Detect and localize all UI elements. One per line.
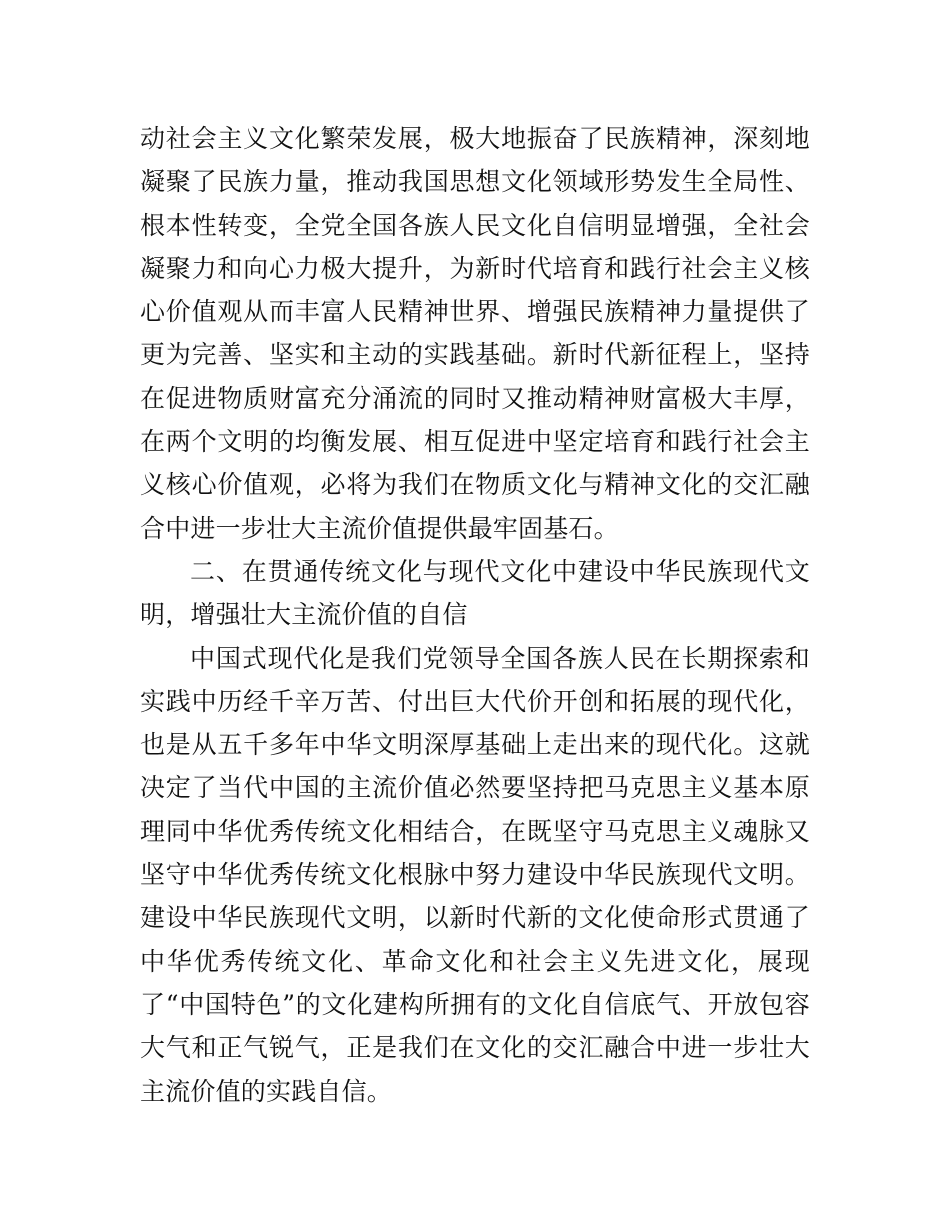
body-paragraph-continued: 动社会主义文化繁荣发展，极大地振奋了民族精神，深刻地凝聚了民族力量，推动我国思想文化领域形势发生全局性、根本性转变，全党全国各族人民文化自信明显增强，全社会凝聚力和向心力极大提升，为新时代培育和践行社会主义核心价值观从而丰富人民精神世界、增强民族精神力量提供了更为完善、坚实和主动的实践基础。新时代新征程上，坚持在促进物质财富充分涌流的同时又推动精神财富极大丰厚，在两个文明的均衡发展、相互促进中坚定培育和践行社会主义核心价值观，必将为我们在物质文化与精神文化的交汇融合中进一步壮大主流价值提供最牢固基石。 [140,124,810,543]
section-heading: 二、在贯通传统文化与现代文化中建设中华民族现代文明，增强壮大主流价值的自信 [140,556,810,630]
document-body [140,117,810,1113]
body-paragraph: 中国式现代化是我们党领导全国各族人民在长期探索和实践中历经千辛万苦、付出巨大代价开创和拓展的现代化，也是从五千多年中华文明深厚基础上走出来的现代化。这就决定了当代中国的主流价值必然要坚持把马克思主义基本原理同中华优秀传统文化相结合，在既坚守马克思主义魂脉又坚守中华优秀传统文化根脉中努力建设中华民族现代文明。建设中华民族现代文明，以新时代新的文化使命形式贯通了中华优秀传统文化、革命文化和社会主义先进文化，展现了“中国特色”的文化建构所拥有的文化自信底气、开放包容大气和正气锐气，正是我们在文化的交汇融合中进一步壮大主流价值的实践自信。 [140,643,810,1106]
